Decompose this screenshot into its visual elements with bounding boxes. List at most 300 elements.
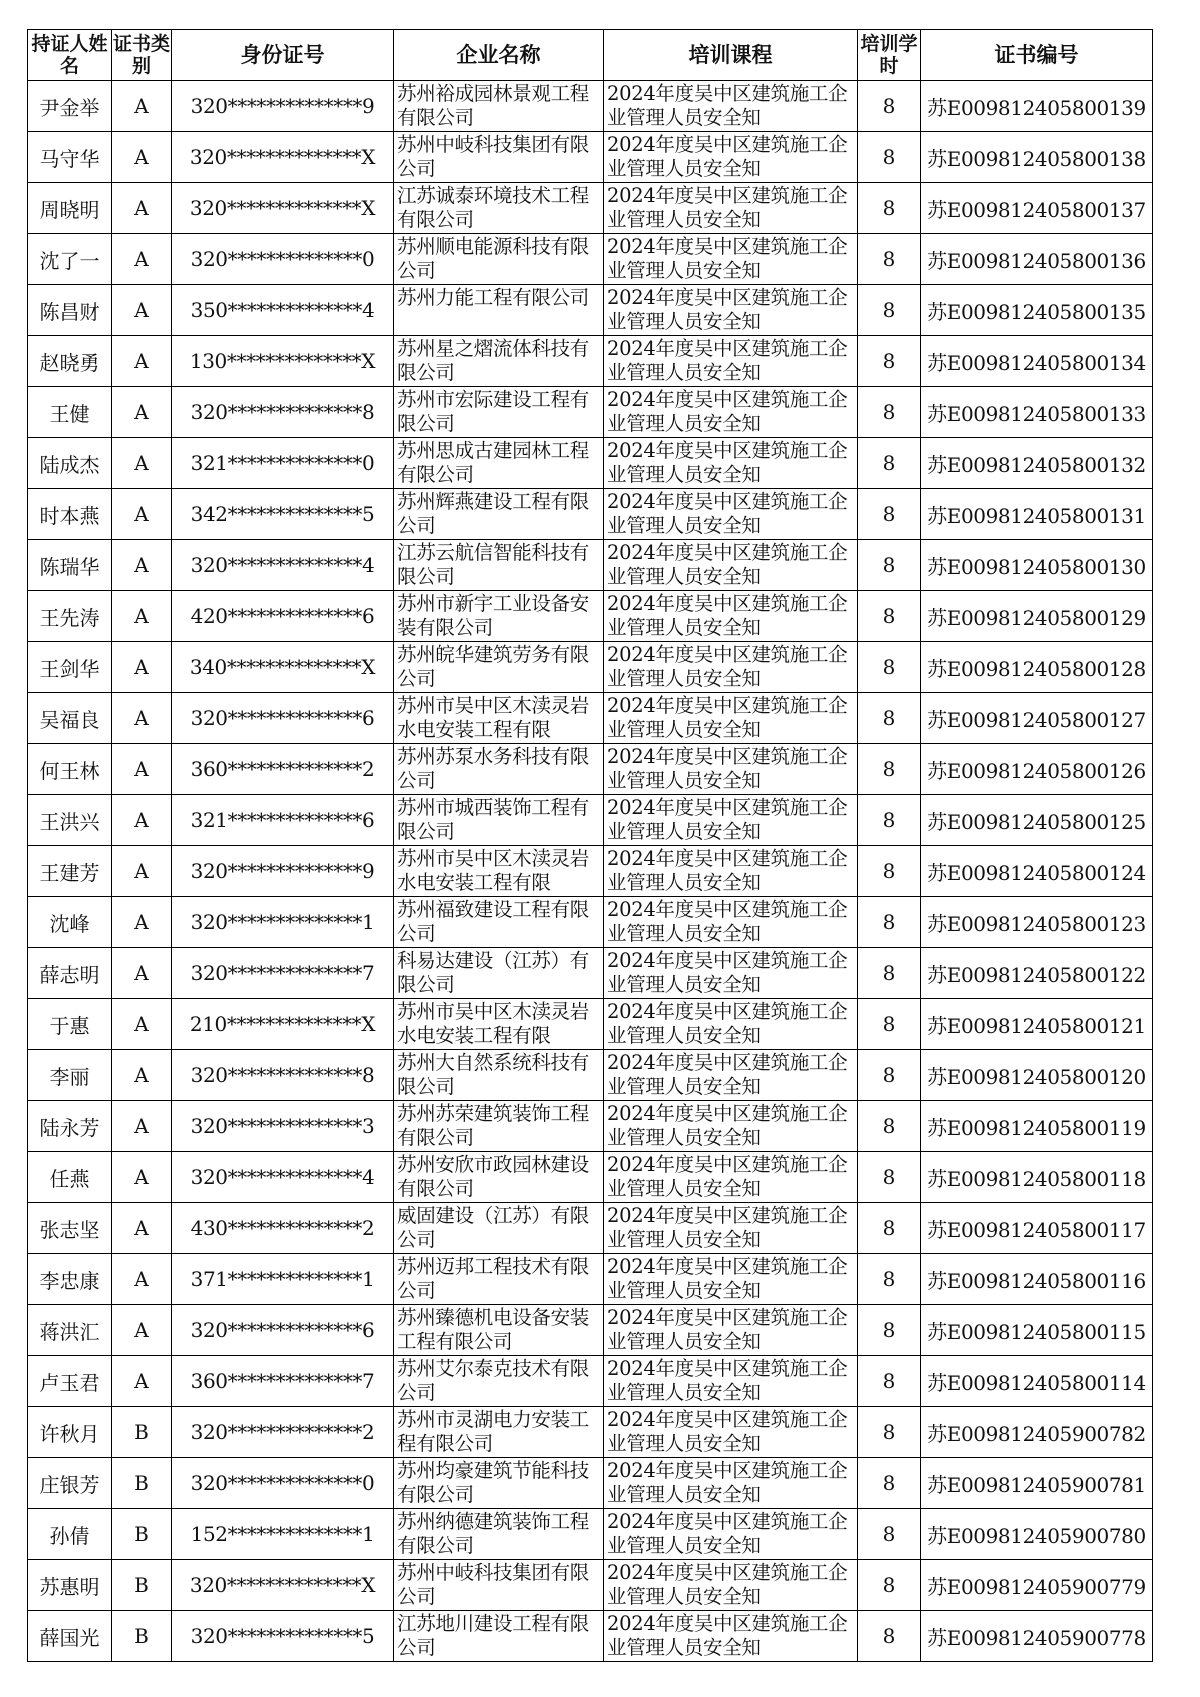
cell-cert-number: [921, 1050, 1153, 1101]
cell-holder-name: [28, 1254, 112, 1305]
cell-company-name-text: 苏州苏荣建筑装饰工程有限公司: [397, 1102, 590, 1149]
cell-cert-number: [921, 234, 1153, 285]
header-holder-name: 持证人姓名: [28, 30, 112, 81]
cell-cert-number-text: 苏E009812405800116: [927, 1268, 1146, 1293]
cell-training-course-text: 2024年度吴中区建筑施工企业管理人员安全知: [607, 592, 848, 639]
cell-cert-number: [921, 1203, 1153, 1254]
cell-id-number: [172, 132, 394, 183]
cell-company-name-text: 苏州大自然系统科技有限公司: [397, 1051, 590, 1098]
cell-cert-number: [921, 1101, 1153, 1152]
cell-cert-number: [921, 948, 1153, 999]
cell-company-name: [394, 1458, 604, 1509]
cell-holder-name-text: 王健: [49, 401, 90, 426]
cell-training-course-text: 2024年度吴中区建筑施工企业管理人员安全知: [607, 184, 848, 231]
cell-training-course: [604, 897, 858, 948]
cell-id-number-text: 321**************0: [190, 451, 375, 475]
cell-training-course: [604, 795, 858, 846]
cell-company-name-text: 苏州市吴中区木渎灵岩水电安装工程有限: [397, 1000, 590, 1047]
cell-training-course-text: 2024年度吴中区建筑施工企业管理人员安全知: [607, 796, 848, 843]
cell-id-number: [172, 540, 394, 591]
cell-training-course-text: 2024年度吴中区建筑施工企业管理人员安全知: [607, 949, 848, 996]
table-row: [28, 642, 1153, 693]
table-row: [28, 1407, 1153, 1458]
cell-cert-type: [112, 132, 172, 183]
cell-training-hours: [858, 387, 921, 438]
cell-training-hours: [858, 1152, 921, 1203]
cell-training-hours-text: 8: [882, 1318, 896, 1342]
cell-cert-type: [112, 1509, 172, 1560]
cell-training-course-text: 2024年度吴中区建筑施工企业管理人员安全知: [607, 133, 848, 180]
cell-cert-type: [112, 387, 172, 438]
certificate-roster-table: [27, 29, 1153, 1662]
cell-cert-number: [921, 795, 1153, 846]
cell-cert-type-text: A: [134, 553, 149, 577]
cell-training-hours: [858, 1407, 921, 1458]
cell-training-hours: [858, 1305, 921, 1356]
cell-holder-name-text: 蒋洪汇: [39, 1319, 100, 1344]
cell-training-course-text: 2024年度吴中区建筑施工企业管理人员安全知: [607, 1612, 848, 1659]
cell-id-number: [172, 1050, 394, 1101]
table-header-row: [28, 30, 1153, 81]
cell-id-number-text: 320**************5: [190, 1624, 375, 1648]
cell-cert-number: [921, 81, 1153, 132]
cell-id-number-text: 152**************1: [190, 1522, 375, 1546]
header-cert-type: 证书类别: [112, 30, 172, 81]
cell-company-name-text: 威固建设（江苏）有限公司: [397, 1204, 590, 1251]
cell-holder-name-text: 薛志明: [39, 962, 100, 987]
cell-id-number-text: 350**************4: [190, 298, 375, 322]
header-id-number: 身份证号: [172, 30, 394, 81]
cell-cert-number: [921, 1254, 1153, 1305]
cell-training-course: [604, 81, 858, 132]
cell-holder-name: [28, 1152, 112, 1203]
cell-company-name: [394, 336, 604, 387]
table-row: [28, 1305, 1153, 1356]
cell-training-hours-text: 8: [882, 400, 896, 424]
cell-holder-name-text: 周晓明: [39, 197, 100, 222]
cell-cert-number: [921, 846, 1153, 897]
cell-id-number-text: 320**************X: [189, 145, 376, 169]
cell-training-hours: [858, 1203, 921, 1254]
cell-cert-number-text: 苏E009812405800133: [927, 401, 1146, 426]
cell-training-hours: [858, 744, 921, 795]
cell-training-course: [604, 642, 858, 693]
cell-id-number-text: 320**************X: [189, 1573, 376, 1597]
cell-cert-type: [112, 1101, 172, 1152]
cell-cert-type-text: A: [134, 706, 149, 730]
cell-holder-name-text: 王建芳: [39, 860, 100, 885]
cell-id-number: [172, 693, 394, 744]
cell-id-number: [172, 489, 394, 540]
cell-company-name: [394, 1050, 604, 1101]
cell-training-course-text: 2024年度吴中区建筑施工企业管理人员安全知: [607, 643, 848, 690]
cell-company-name-text: 苏州市宏际建设工程有限公司: [397, 388, 590, 435]
cell-cert-type-text: B: [134, 1624, 149, 1648]
table-row: [28, 1254, 1153, 1305]
cell-holder-name: [28, 897, 112, 948]
cell-cert-number-text: 苏E009812405800135: [927, 299, 1146, 324]
cell-training-hours: [858, 1509, 921, 1560]
cell-cert-type: [112, 999, 172, 1050]
cell-cert-type-text: A: [134, 1012, 149, 1036]
cell-cert-type-text: A: [134, 1369, 149, 1393]
table-row: [28, 1560, 1153, 1611]
cell-id-number-text: 320**************3: [190, 1114, 375, 1138]
cell-training-course: [604, 1356, 858, 1407]
cell-company-name-text: 苏州裕成园林景观工程有限公司: [397, 82, 590, 129]
cell-training-course: [604, 693, 858, 744]
cell-cert-type: [112, 693, 172, 744]
cell-cert-type-text: A: [134, 655, 149, 679]
table-row: [28, 693, 1153, 744]
cell-company-name-text: 苏州安欣市政园林建设有限公司: [397, 1153, 590, 1200]
cell-company-name: [394, 948, 604, 999]
cell-id-number-text: 320**************4: [190, 1165, 375, 1189]
cell-cert-number-text: 苏E009812405800118: [927, 1166, 1146, 1191]
cell-cert-type: [112, 81, 172, 132]
header-company-name: 企业名称: [394, 30, 604, 81]
table-row: [28, 744, 1153, 795]
cell-id-number-text: 320**************1: [190, 910, 375, 934]
cell-company-name: [394, 642, 604, 693]
cell-cert-number-text: 苏E009812405800139: [927, 95, 1146, 120]
cell-cert-type: [112, 1254, 172, 1305]
cell-cert-number-text: 苏E009812405800138: [927, 146, 1146, 171]
table-row: [28, 1203, 1153, 1254]
cell-company-name-text: 苏州皖华建筑劳务有限公司: [397, 643, 590, 690]
cell-cert-number-text: 苏E009812405900781: [927, 1472, 1146, 1497]
cell-id-number: [172, 336, 394, 387]
cell-holder-name: [28, 336, 112, 387]
table-row: [28, 897, 1153, 948]
cell-id-number: [172, 1509, 394, 1560]
cell-training-course-text: 2024年度吴中区建筑施工企业管理人员安全知: [607, 388, 848, 435]
cell-training-course-text: 2024年度吴中区建筑施工企业管理人员安全知: [607, 286, 848, 333]
cell-holder-name: [28, 387, 112, 438]
cell-holder-name-text: 卢玉君: [39, 1370, 100, 1395]
cell-company-name: [394, 1407, 604, 1458]
cell-company-name-text: 苏州市吴中区木渎灵岩水电安装工程有限: [397, 847, 590, 894]
table-row: [28, 132, 1153, 183]
cell-training-hours: [858, 1458, 921, 1509]
cell-company-name-text: 苏州市灵湖电力安装工程有限公司: [397, 1408, 590, 1455]
cell-id-number-text: 320**************9: [190, 94, 375, 118]
cell-cert-type-text: A: [134, 451, 149, 475]
cell-holder-name-text: 张志坚: [39, 1217, 100, 1242]
table-row: [28, 1050, 1153, 1101]
cell-holder-name-text: 吴福良: [39, 707, 100, 732]
cell-cert-number: [921, 1356, 1153, 1407]
cell-company-name: [394, 1152, 604, 1203]
cell-cert-number: [921, 693, 1153, 744]
cell-training-course-text: 2024年度吴中区建筑施工企业管理人员安全知: [607, 1408, 848, 1455]
cell-holder-name: [28, 1458, 112, 1509]
cell-training-course-text: 2024年度吴中区建筑施工企业管理人员安全知: [607, 1459, 848, 1506]
cell-training-hours-text: 8: [882, 1522, 896, 1546]
cell-cert-number-text: 苏E009812405800132: [927, 452, 1146, 477]
cell-id-number-text: 420**************6: [190, 604, 375, 628]
table-row: [28, 948, 1153, 999]
table-row: [28, 1356, 1153, 1407]
cell-holder-name: [28, 693, 112, 744]
cell-cert-number-text: 苏E009812405800119: [927, 1115, 1146, 1140]
cell-holder-name: [28, 234, 112, 285]
cell-cert-type-text: B: [134, 1420, 149, 1444]
cell-training-hours-text: 8: [882, 553, 896, 577]
cell-company-name-text: 苏州福致建设工程有限公司: [397, 898, 590, 945]
cell-training-course: [604, 1611, 858, 1662]
cell-cert-number-text: 苏E009812405800124: [927, 860, 1146, 885]
cell-id-number: [172, 1101, 394, 1152]
table-row: [28, 489, 1153, 540]
cell-training-course: [604, 1152, 858, 1203]
cell-cert-number: [921, 1458, 1153, 1509]
cell-training-course: [604, 1560, 858, 1611]
cell-training-hours-text: 8: [882, 1216, 896, 1240]
cell-company-name-text: 苏州市吴中区木渎灵岩水电安装工程有限: [397, 694, 590, 741]
cell-id-number-text: 430**************2: [190, 1216, 375, 1240]
cell-training-hours-text: 8: [882, 94, 896, 118]
cell-training-hours-text: 8: [882, 655, 896, 679]
cell-holder-name: [28, 540, 112, 591]
cell-company-name: [394, 285, 604, 336]
cell-id-number-text: 360**************2: [190, 757, 375, 781]
cell-id-number: [172, 744, 394, 795]
cell-training-course-text: 2024年度吴中区建筑施工企业管理人员安全知: [607, 1561, 848, 1608]
cell-cert-number-text: 苏E009812405800117: [927, 1217, 1146, 1242]
cell-cert-number-text: 苏E009812405900778: [927, 1625, 1146, 1650]
cell-training-course-text: 2024年度吴中区建筑施工企业管理人员安全知: [607, 1051, 848, 1098]
cell-holder-name: [28, 591, 112, 642]
cell-holder-name: [28, 285, 112, 336]
cell-cert-number: [921, 132, 1153, 183]
cell-training-hours-text: 8: [882, 1063, 896, 1087]
cell-id-number: [172, 1407, 394, 1458]
cell-training-hours-text: 8: [882, 1267, 896, 1291]
cell-cert-type: [112, 489, 172, 540]
cell-training-hours-text: 8: [882, 145, 896, 169]
cell-cert-type-text: A: [134, 1114, 149, 1138]
cell-cert-number: [921, 540, 1153, 591]
cell-holder-name: [28, 81, 112, 132]
cell-training-hours: [858, 1050, 921, 1101]
cell-training-hours: [858, 948, 921, 999]
cell-holder-name-text: 何王林: [39, 758, 100, 783]
cell-training-hours-text: 8: [882, 1624, 896, 1648]
cell-holder-name-text: 陈瑞华: [39, 554, 100, 579]
table-row: [28, 1611, 1153, 1662]
cell-training-hours-text: 8: [882, 1369, 896, 1393]
cell-cert-number-text: 苏E009812405800123: [927, 911, 1146, 936]
cell-cert-number: [921, 1509, 1153, 1560]
cell-company-name-text: 苏州中岐科技集团有限公司: [397, 133, 590, 180]
cell-holder-name-text: 任燕: [49, 1166, 90, 1191]
cell-cert-type-text: A: [134, 910, 149, 934]
cell-company-name: [394, 1203, 604, 1254]
cell-id-number: [172, 1305, 394, 1356]
cell-training-hours-text: 8: [882, 604, 896, 628]
table-row: [28, 795, 1153, 846]
cell-cert-type-text: A: [134, 94, 149, 118]
cell-cert-number-text: 苏E009812405800125: [927, 809, 1146, 834]
cell-holder-name: [28, 999, 112, 1050]
cell-cert-type-text: A: [134, 400, 149, 424]
cell-cert-number-text: 苏E009812405800128: [927, 656, 1146, 681]
cell-cert-type: [112, 897, 172, 948]
cell-id-number: [172, 846, 394, 897]
cell-holder-name-text: 孙倩: [49, 1523, 90, 1548]
cell-cert-type-text: A: [134, 349, 149, 373]
cell-training-course: [604, 183, 858, 234]
table-row: [28, 336, 1153, 387]
cell-training-course: [604, 1050, 858, 1101]
cell-training-course: [604, 285, 858, 336]
cell-holder-name: [28, 489, 112, 540]
cell-company-name: [394, 1305, 604, 1356]
cell-training-hours: [858, 489, 921, 540]
cell-training-hours: [858, 591, 921, 642]
cell-cert-number: [921, 489, 1153, 540]
cell-company-name: [394, 438, 604, 489]
cell-training-course: [604, 1203, 858, 1254]
cell-training-hours: [858, 1254, 921, 1305]
cell-company-name: [394, 1101, 604, 1152]
cell-holder-name-text: 沈峰: [49, 911, 90, 936]
cell-cert-type-text: A: [134, 1216, 149, 1240]
cell-training-hours-text: 8: [882, 910, 896, 934]
cell-cert-number-text: 苏E009812405800136: [927, 248, 1146, 273]
header-training-course: 培训课程: [604, 30, 858, 81]
cell-training-hours-text: 8: [882, 247, 896, 271]
cell-company-name: [394, 1560, 604, 1611]
table-row: [28, 1509, 1153, 1560]
cell-cert-type: [112, 591, 172, 642]
cell-cert-type: [112, 744, 172, 795]
cell-training-course-text: 2024年度吴中区建筑施工企业管理人员安全知: [607, 82, 848, 129]
cell-cert-number-text: 苏E009812405800114: [927, 1370, 1146, 1395]
cell-holder-name-text: 王洪兴: [39, 809, 100, 834]
cell-company-name: [394, 897, 604, 948]
cell-company-name: [394, 81, 604, 132]
cell-holder-name-text: 薛国光: [39, 1625, 100, 1650]
cell-cert-number-text: 苏E009812405800120: [927, 1064, 1146, 1089]
cell-cert-number-text: 苏E009812405800137: [927, 197, 1146, 222]
cell-id-number-text: 320**************8: [190, 1063, 375, 1087]
cell-training-hours-text: 8: [882, 451, 896, 475]
cell-company-name-text: 江苏云航信智能科技有限公司: [397, 541, 590, 588]
cell-cert-number: [921, 438, 1153, 489]
cell-cert-number-text: 苏E009812405800130: [927, 554, 1146, 579]
cell-id-number-text: 320**************6: [190, 1318, 375, 1342]
cell-company-name-text: 苏州艾尔泰克技术有限公司: [397, 1357, 590, 1404]
cell-cert-type: [112, 1560, 172, 1611]
cell-cert-type-text: A: [134, 961, 149, 985]
cell-cert-type-text: A: [134, 502, 149, 526]
cell-cert-number-text: 苏E009812405800115: [927, 1319, 1146, 1344]
cell-training-course-text: 2024年度吴中区建筑施工企业管理人员安全知: [607, 1102, 848, 1149]
cell-training-course: [604, 1101, 858, 1152]
cell-training-hours-text: 8: [882, 502, 896, 526]
cell-company-name: [394, 744, 604, 795]
cell-holder-name-text: 尹金举: [39, 95, 100, 120]
cell-company-name-text: 苏州纳德建筑装饰工程有限公司: [397, 1510, 590, 1557]
cell-cert-number: [921, 999, 1153, 1050]
table-row: [28, 285, 1153, 336]
cell-training-hours-text: 8: [882, 961, 896, 985]
cell-cert-number: [921, 642, 1153, 693]
cell-training-hours-text: 8: [882, 706, 896, 730]
cell-company-name: [394, 999, 604, 1050]
cell-holder-name: [28, 1407, 112, 1458]
cell-training-course-text: 2024年度吴中区建筑施工企业管理人员安全知: [607, 439, 848, 486]
cell-training-hours-text: 8: [882, 808, 896, 832]
cell-company-name: [394, 234, 604, 285]
cell-id-number: [172, 1356, 394, 1407]
cell-holder-name: [28, 1305, 112, 1356]
cell-holder-name-text: 时本燕: [39, 503, 100, 528]
cell-cert-type-text: A: [134, 145, 149, 169]
cell-training-course: [604, 1254, 858, 1305]
cell-cert-number: [921, 336, 1153, 387]
cell-id-number-text: 320**************0: [190, 1471, 375, 1495]
cell-company-name-text: 苏州市城西装饰工程有限公司: [397, 796, 590, 843]
cell-training-course-text: 2024年度吴中区建筑施工企业管理人员安全知: [607, 1204, 848, 1251]
cell-cert-number: [921, 183, 1153, 234]
cell-cert-number-text: 苏E009812405800121: [927, 1013, 1146, 1038]
cell-holder-name-text: 王先涛: [39, 605, 100, 630]
cell-holder-name-text: 陆成杰: [39, 452, 100, 477]
cell-id-number-text: 321**************6: [190, 808, 375, 832]
cell-holder-name: [28, 1050, 112, 1101]
cell-holder-name: [28, 642, 112, 693]
cell-training-course: [604, 1509, 858, 1560]
cell-cert-type: [112, 642, 172, 693]
cell-training-hours: [858, 285, 921, 336]
table-row: [28, 846, 1153, 897]
cell-holder-name-text: 陆永芳: [39, 1115, 100, 1140]
cell-company-name-text: 苏州辉燕建设工程有限公司: [397, 490, 590, 537]
cell-training-course: [604, 1407, 858, 1458]
cell-company-name-text: 苏州臻德机电设备安装工程有限公司: [397, 1306, 590, 1353]
cell-company-name: [394, 183, 604, 234]
cell-cert-number-text: 苏E009812405900782: [927, 1421, 1146, 1446]
cell-training-hours-text: 8: [882, 757, 896, 781]
cell-training-course-text: 2024年度吴中区建筑施工企业管理人员安全知: [607, 1510, 848, 1557]
cell-training-hours: [858, 693, 921, 744]
cell-training-course: [604, 132, 858, 183]
cell-cert-number: [921, 744, 1153, 795]
cell-id-number: [172, 642, 394, 693]
cell-holder-name-text: 苏惠明: [39, 1574, 100, 1599]
cell-cert-type: [112, 285, 172, 336]
cell-training-hours: [858, 1101, 921, 1152]
cell-cert-type-text: A: [134, 859, 149, 883]
cell-company-name-text: 苏州市新宇工业设备安装有限公司: [397, 592, 590, 639]
cell-cert-number-text: 苏E009812405800122: [927, 962, 1146, 987]
cell-cert-type: [112, 948, 172, 999]
cell-cert-number: [921, 897, 1153, 948]
cell-id-number: [172, 999, 394, 1050]
cell-cert-number-text: 苏E009812405800129: [927, 605, 1146, 630]
cell-training-hours: [858, 132, 921, 183]
cell-holder-name: [28, 1560, 112, 1611]
cell-cert-type-text: A: [134, 247, 149, 271]
cell-training-course-text: 2024年度吴中区建筑施工企业管理人员安全知: [607, 337, 848, 384]
cell-company-name: [394, 693, 604, 744]
cell-id-number: [172, 1611, 394, 1662]
cell-cert-type-text: A: [134, 1063, 149, 1087]
cell-cert-type-text: A: [134, 298, 149, 322]
